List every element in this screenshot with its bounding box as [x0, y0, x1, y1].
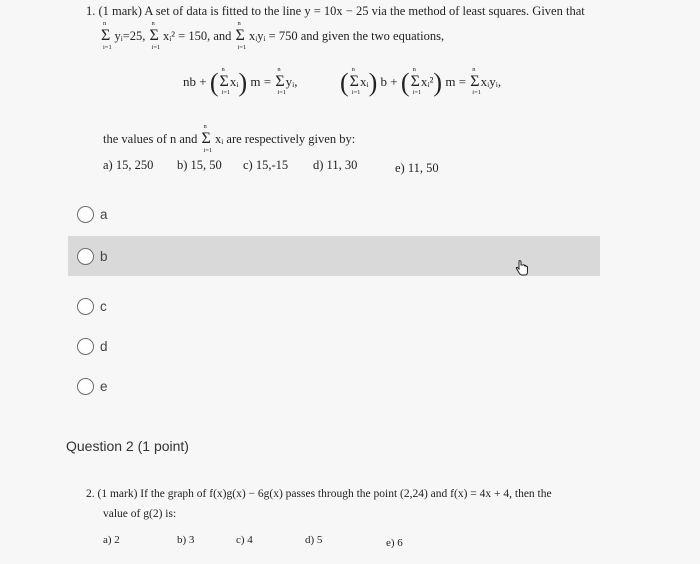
choice-label-e: e [100, 378, 108, 394]
sum-symbol: Σ n i=1 [235, 20, 247, 51]
given-sum-x2: xᵢ² = 150, and [162, 29, 232, 43]
choice-d[interactable] [68, 326, 600, 366]
question-2-title: Question 2 (1 point) [66, 438, 189, 454]
choice-e[interactable] [68, 366, 600, 406]
radio-button-e[interactable] [77, 378, 94, 395]
q2-option-c: c) 4 [236, 534, 253, 546]
given-sum-xy: xᵢyᵢ = 750 and given the two equations, [248, 29, 445, 43]
choice-label-c: c [100, 298, 107, 314]
sum-symbol: Σ n i=1 [149, 20, 161, 51]
given-sum-y: yᵢ=25, [114, 29, 146, 43]
normal-equation-2: (Σ n i=1 xᵢ) b + (Σ n i=1 xᵢ²) m = Σ n i=1 xᵢyᵢ, [340, 65, 502, 97]
q2-option-b: b) 3 [177, 534, 195, 546]
question-1-prompt: the values of n and Σ n i=1 xᵢ are respectively given by: [103, 123, 356, 154]
radio-button-d[interactable] [77, 338, 94, 355]
choice-label-d: d [100, 338, 108, 354]
normal-equation-1: nb + (Σ n i=1 xᵢ) m = Σ n i=1 yᵢ, [183, 65, 298, 97]
option-text-d: d) 11, 30 [313, 158, 358, 172]
choice-label-b: b [100, 248, 108, 264]
q2-option-a: a) 2 [103, 534, 120, 546]
choice-label-a: a [100, 206, 108, 222]
question-1-line-2 [100, 20, 445, 51]
option-text-b: b) 15, 50 [177, 158, 222, 172]
option-text-a: a) 15, 250 [103, 158, 154, 172]
sum-symbol: Σ n i=1 [101, 20, 112, 51]
question-2-line-2: value of g(2) is: [103, 508, 177, 520]
q2-option-e: e) 6 [386, 537, 403, 549]
question-2-line-1: 2. (1 mark) If the graph of f(x)g(x) − 6g(x) passes through the point (2,24) and f(x) = 4x + 4, then the [86, 488, 552, 500]
question-1-line-1: 1. (1 mark) A set of data is fitted to the line y = 10x − 25 via the method of least squares. Given that [86, 4, 585, 18]
choice-a[interactable] [68, 194, 600, 234]
hand-cursor-icon [515, 260, 529, 281]
choice-c[interactable] [68, 286, 600, 326]
radio-button-c[interactable] [77, 298, 94, 315]
radio-button-a[interactable] [77, 206, 94, 223]
q2-option-d: d) 5 [305, 534, 323, 546]
option-text-c: c) 15,-15 [243, 158, 289, 172]
radio-button-b[interactable] [77, 248, 94, 265]
option-text-e: e) 11, 50 [395, 161, 439, 175]
